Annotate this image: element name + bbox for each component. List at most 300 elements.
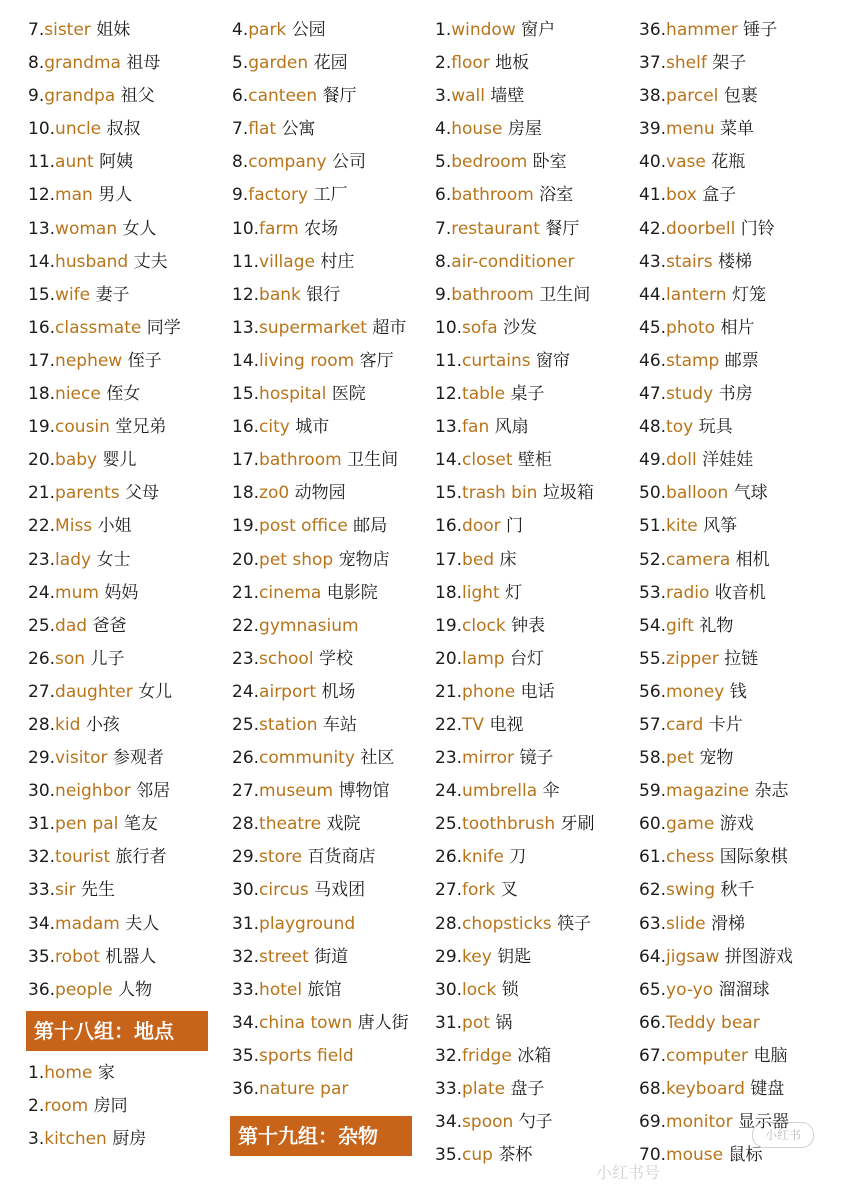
entry-chinese: 溜溜球 — [718, 979, 770, 1000]
entry-english: home — [44, 1062, 93, 1083]
vocab-entry — [232, 444, 437, 477]
entry-number: 30. — [435, 979, 463, 1000]
vocab-entry — [435, 941, 640, 974]
entry-number: 7. — [28, 20, 45, 40]
vocab-entry — [232, 14, 437, 47]
entry-chinese: 滑梯 — [711, 913, 746, 934]
entry-number: 22. — [232, 615, 260, 636]
entry-english: vase — [666, 152, 706, 173]
entry-english: pot — [462, 1012, 490, 1033]
entry-number: 14. — [28, 251, 56, 272]
entry-english: parcel — [666, 86, 719, 107]
entry-number: 19. — [435, 615, 463, 636]
entry-english: wife — [55, 284, 91, 305]
entry-number: 35. — [435, 1145, 463, 1166]
vocab-entry — [28, 1123, 233, 1156]
entry-number: 7. — [232, 119, 249, 140]
column-2 — [232, 14, 437, 1162]
entry-number: 25. — [435, 814, 463, 835]
entry-english: sir — [55, 880, 76, 901]
entry-chinese: 窗户 — [521, 20, 556, 40]
entry-number: 59. — [639, 781, 667, 802]
entry-chinese: 儿子 — [90, 648, 125, 669]
entry-english: curtains — [462, 350, 531, 371]
vocab-entry — [232, 974, 437, 1007]
vocab-entry — [232, 610, 437, 643]
vocab-entry — [435, 146, 640, 179]
entry-english: parents — [55, 483, 120, 504]
entry-number: 44. — [639, 284, 667, 305]
entry-english: classmate — [55, 317, 142, 338]
entry-number: 38. — [639, 86, 667, 107]
entry-english: shelf — [666, 53, 707, 74]
entry-chinese: 祖父 — [120, 86, 155, 107]
entry-chinese: 相机 — [735, 549, 770, 570]
vocab-entry — [435, 345, 640, 378]
entry-chinese: 电视 — [489, 714, 524, 735]
vocab-entry — [232, 742, 437, 775]
entry-number: 14. — [435, 450, 463, 471]
entry-number: 32. — [28, 847, 56, 868]
entry-english: TV — [462, 714, 485, 735]
vocab-entry — [435, 643, 640, 676]
entry-english: sofa — [462, 317, 498, 338]
vocab-entry — [232, 312, 437, 345]
entry-number: 61. — [639, 847, 667, 868]
entry-chinese: 餐厅 — [545, 218, 580, 239]
entry-chinese: 夫人 — [125, 913, 160, 934]
entry-number: 68. — [639, 1079, 667, 1099]
entry-chinese: 电影院 — [326, 582, 378, 603]
entry-chinese: 伞 — [542, 781, 560, 802]
entry-english: window — [451, 20, 516, 40]
entry-english: company — [248, 152, 327, 173]
entry-english: woman — [55, 218, 118, 239]
entry-number: 3. — [28, 1129, 45, 1149]
entry-english: china town — [259, 1012, 353, 1033]
entry-english: nature par — [259, 1079, 349, 1099]
vocab-entry — [28, 510, 233, 543]
watermark-badge: 小红书 — [752, 1122, 814, 1148]
entry-chinese: 冰箱 — [517, 1045, 552, 1066]
entry-english: kid — [55, 714, 81, 735]
vocab-entry — [28, 643, 233, 676]
entry-number: 23. — [28, 549, 56, 570]
vocab-entry — [435, 312, 640, 345]
entry-english: people — [55, 979, 113, 1000]
entry-number: 10. — [232, 218, 260, 239]
entry-number: 57. — [639, 714, 667, 735]
entry-chinese: 宠物 — [699, 748, 734, 769]
vocab-entry — [28, 742, 233, 775]
vocab-entry — [28, 974, 233, 1007]
column-4 — [639, 14, 844, 1172]
entry-english: game — [666, 814, 715, 835]
entry-chinese: 钥匙 — [497, 946, 532, 967]
vocab-entry — [435, 510, 640, 543]
vocab-entry — [435, 47, 640, 80]
entry-english: airport — [259, 681, 317, 702]
entry-chinese: 显示器 — [737, 1112, 789, 1133]
entry-english: clock — [462, 615, 506, 636]
entry-number: 39. — [639, 119, 667, 140]
entry-english: lamp — [462, 648, 505, 669]
vocab-entry — [639, 444, 844, 477]
entry-english: light — [462, 582, 500, 603]
entry-english: nephew — [55, 350, 123, 371]
entry-english: kite — [666, 516, 698, 537]
vocab-entry — [232, 643, 437, 676]
entry-number: 5. — [435, 152, 452, 173]
entry-english: mirror — [462, 748, 515, 769]
vocab-entry — [639, 477, 844, 510]
vocab-entry — [435, 874, 640, 907]
entry-chinese: 叔叔 — [106, 119, 141, 140]
entry-chinese: 公寓 — [281, 119, 316, 140]
entry-english: chopsticks — [462, 913, 552, 934]
entry-english: doorbell — [666, 218, 736, 239]
entry-chinese: 叉 — [500, 880, 518, 901]
entry-english: cup — [462, 1145, 493, 1166]
vocab-entry — [639, 246, 844, 279]
vocab-entry — [28, 808, 233, 841]
entry-chinese: 妈妈 — [104, 582, 139, 603]
entry-english: neighbor — [55, 781, 131, 802]
entry-english: Miss — [55, 516, 93, 537]
vocab-entry — [232, 213, 437, 246]
column-1 — [28, 14, 233, 1156]
entry-chinese: 堂兄弟 — [115, 417, 167, 438]
entry-chinese: 风筝 — [703, 516, 738, 537]
entry-english: community — [259, 748, 355, 769]
entry-english: post office — [259, 516, 348, 537]
entry-english: factory — [248, 185, 309, 206]
entry-chinese: 电脑 — [753, 1045, 788, 1066]
vocab-entry — [232, 1007, 437, 1040]
entry-chinese: 沙发 — [503, 317, 538, 338]
entry-english: house — [451, 119, 503, 140]
entry-chinese: 楼梯 — [717, 251, 752, 272]
vocab-entry — [639, 775, 844, 808]
entry-english: robot — [55, 946, 100, 967]
vocab-entry — [232, 1040, 437, 1073]
entry-english: yo-yo — [666, 979, 714, 1000]
entry-chinese: 机器人 — [105, 946, 157, 967]
entry-number: 28. — [28, 714, 56, 735]
entry-english: uncle — [55, 119, 102, 140]
entry-chinese: 餐厅 — [322, 86, 357, 107]
entry-number: 19. — [28, 417, 56, 438]
entry-number: 30. — [232, 880, 260, 901]
entry-english: fan — [462, 417, 490, 438]
entry-english: knife — [462, 847, 504, 868]
entry-chinese: 社区 — [360, 748, 395, 769]
vocab-entry — [435, 444, 640, 477]
entry-english: table — [462, 384, 506, 405]
entry-english: zipper — [666, 648, 719, 669]
entry-chinese: 收音机 — [714, 582, 766, 603]
vocab-entry — [435, 1106, 640, 1139]
entry-chinese: 女人 — [122, 218, 157, 239]
entry-chinese: 拉链 — [724, 648, 759, 669]
vocab-entry — [639, 709, 844, 742]
entry-chinese: 秋千 — [720, 880, 755, 901]
entry-english: bank — [259, 284, 301, 305]
entry-chinese: 客厅 — [359, 350, 394, 371]
entry-chinese: 垃圾箱 — [542, 483, 594, 504]
entry-english: madam — [55, 913, 120, 934]
entry-chinese: 房同 — [93, 1095, 128, 1116]
vocab-entry — [28, 345, 233, 378]
entry-number: 26. — [232, 748, 260, 769]
entry-chinese: 村庄 — [320, 251, 355, 272]
entry-chinese: 包裹 — [723, 86, 758, 107]
entry-chinese: 宠物店 — [338, 549, 390, 570]
entry-english: slide — [666, 913, 706, 934]
vocab-entry — [28, 1057, 233, 1090]
entry-chinese: 城市 — [295, 417, 330, 438]
entry-number: 54. — [639, 615, 667, 636]
entry-number: 21. — [435, 681, 463, 702]
entry-chinese: 窗帘 — [536, 350, 571, 371]
entry-english: fridge — [462, 1045, 512, 1066]
entry-number: 18. — [28, 384, 56, 405]
entry-chinese: 盒子 — [702, 185, 737, 206]
entry-number: 31. — [435, 1012, 463, 1033]
vocab-entry — [639, 279, 844, 312]
entry-chinese: 旅行者 — [115, 847, 167, 868]
entry-chinese: 家 — [97, 1062, 115, 1083]
entry-english: museum — [259, 781, 334, 802]
entry-chinese: 妻子 — [95, 284, 130, 305]
entry-chinese: 花瓶 — [711, 152, 746, 173]
entry-english: visitor — [55, 748, 108, 769]
vocab-entry — [28, 179, 233, 212]
entry-chinese: 农场 — [304, 218, 339, 239]
entry-chinese: 参观者 — [112, 748, 164, 769]
entry-number: 55. — [639, 648, 667, 669]
entry-chinese: 卫生间 — [539, 284, 591, 305]
entry-chinese: 锤子 — [743, 20, 778, 40]
vocab-entry — [639, 411, 844, 444]
entry-chinese: 侄子 — [127, 350, 162, 371]
entry-number: 9. — [232, 185, 249, 206]
vocab-entry — [232, 146, 437, 179]
vocab-entry — [435, 974, 640, 1007]
entry-english: study — [666, 384, 714, 405]
entry-number: 33. — [28, 880, 56, 901]
entry-number: 10. — [435, 317, 463, 338]
vocab-entry — [435, 610, 640, 643]
entry-english: aunt — [55, 152, 94, 173]
entry-chinese: 博物馆 — [338, 781, 390, 802]
vocab-entry — [639, 345, 844, 378]
entry-chinese: 镜子 — [519, 748, 554, 769]
entry-number: 9. — [28, 86, 45, 107]
entry-english: living room — [259, 350, 355, 371]
vocab-entry — [28, 908, 233, 941]
entry-number: 20. — [435, 648, 463, 669]
entry-number: 25. — [28, 615, 56, 636]
entry-number: 32. — [435, 1045, 463, 1066]
entry-chinese: 工厂 — [313, 185, 348, 206]
entry-english: dad — [55, 615, 88, 636]
entry-number: 33. — [232, 979, 260, 1000]
entry-english: box — [666, 185, 697, 206]
entry-chinese: 相片 — [720, 317, 755, 338]
entry-number: 8. — [28, 53, 45, 74]
entry-english: station — [259, 714, 318, 735]
entry-number: 8. — [232, 152, 249, 173]
entry-english: cousin — [55, 417, 110, 438]
vocab-entry — [639, 146, 844, 179]
entry-english: pet — [666, 748, 694, 769]
entry-chinese: 地板 — [495, 53, 530, 74]
entry-chinese: 邮票 — [724, 350, 759, 371]
entry-chinese: 阿姨 — [99, 152, 134, 173]
entry-number: 70. — [639, 1145, 667, 1166]
entry-number: 2. — [28, 1095, 45, 1116]
vocab-entry — [28, 874, 233, 907]
entry-chinese: 邮局 — [353, 516, 388, 537]
entry-chinese: 唐人街 — [357, 1012, 409, 1033]
entry-english: store — [259, 847, 303, 868]
entry-number: 32. — [232, 946, 260, 967]
entry-english: bed — [462, 549, 495, 570]
entry-number: 23. — [232, 648, 260, 669]
vocab-entry — [232, 577, 437, 610]
entry-chinese: 卡片 — [708, 714, 743, 735]
vocab-entry — [28, 146, 233, 179]
entry-english: supermarket — [259, 317, 367, 338]
vocab-entry — [28, 610, 233, 643]
vocab-entry — [639, 378, 844, 411]
entry-number: 24. — [28, 582, 56, 603]
vocab-entry — [232, 113, 437, 146]
entry-english: grandma — [44, 53, 121, 74]
vocab-entry — [232, 378, 437, 411]
entry-english: trash bin — [462, 483, 538, 504]
entry-chinese: 笔友 — [123, 814, 158, 835]
entry-number: 63. — [639, 913, 667, 934]
entry-number: 27. — [28, 681, 56, 702]
entry-number: 3. — [435, 86, 452, 107]
entry-english: canteen — [248, 86, 318, 107]
vocab-entry — [232, 775, 437, 808]
vocab-entry — [232, 179, 437, 212]
entry-english: gift — [666, 615, 694, 636]
entry-english: lady — [55, 549, 92, 570]
entry-number: 17. — [435, 549, 463, 570]
entry-number: 48. — [639, 417, 667, 438]
entry-english: restaurant — [451, 218, 540, 239]
entry-number: 47. — [639, 384, 667, 405]
vocab-entry — [435, 1007, 640, 1040]
entry-number: 20. — [28, 450, 56, 471]
vocab-entry — [232, 808, 437, 841]
entry-english: pen pal — [55, 814, 119, 835]
entry-number: 58. — [639, 748, 667, 769]
entry-number: 51. — [639, 516, 667, 537]
vocab-entry — [28, 312, 233, 345]
entry-number: 62. — [639, 880, 667, 901]
entry-number: 16. — [232, 417, 260, 438]
entry-number: 42. — [639, 218, 667, 239]
vocab-entry — [435, 80, 640, 113]
entry-english: flat — [248, 119, 277, 140]
entry-chinese: 盘子 — [510, 1079, 545, 1099]
entry-chinese: 电话 — [520, 681, 555, 702]
entry-number: 7. — [435, 218, 452, 239]
vocab-entry — [28, 941, 233, 974]
vocab-entry — [28, 444, 233, 477]
entry-english: photo — [666, 317, 716, 338]
vocab-entry — [28, 378, 233, 411]
entry-english: theatre — [259, 814, 322, 835]
entry-number: 36. — [28, 979, 56, 1000]
vocab-entry — [639, 544, 844, 577]
entry-chinese: 动物园 — [294, 483, 346, 504]
entry-number: 31. — [28, 814, 56, 835]
entry-number: 31. — [232, 913, 260, 934]
entry-number: 29. — [28, 748, 56, 769]
vocab-entry — [232, 510, 437, 543]
entry-number: 16. — [28, 317, 56, 338]
entry-number: 18. — [435, 582, 463, 603]
entry-number: 25. — [232, 714, 260, 735]
entry-chinese: 公园 — [291, 20, 326, 40]
vocab-entry — [28, 213, 233, 246]
entry-english: phone — [462, 681, 516, 702]
entry-number: 24. — [232, 681, 260, 702]
entry-english: swing — [666, 880, 716, 901]
entry-chinese: 杂志 — [754, 781, 789, 802]
entry-number: 1. — [435, 20, 452, 40]
entry-english: wall — [451, 86, 486, 107]
entry-chinese: 卧室 — [532, 152, 567, 173]
entry-chinese: 小孩 — [85, 714, 120, 735]
vocab-entry — [28, 279, 233, 312]
entry-chinese: 公司 — [332, 152, 366, 173]
vocab-entry — [639, 1139, 844, 1172]
entry-chinese: 门 — [506, 516, 524, 537]
entry-chinese: 墙壁 — [490, 86, 525, 107]
vocab-entry — [435, 1073, 640, 1106]
entry-number: 12. — [232, 284, 260, 305]
entry-number: 21. — [28, 483, 56, 504]
group-heading: 第十八组：地点 — [26, 1011, 208, 1051]
vocab-entry — [639, 113, 844, 146]
vocab-entry — [28, 246, 233, 279]
entry-english: mouse — [666, 1145, 724, 1166]
entry-number: 15. — [232, 384, 260, 405]
entry-number: 35. — [28, 946, 56, 967]
entry-chinese: 街道 — [314, 946, 349, 967]
entry-number: 8. — [435, 251, 452, 272]
entry-chinese: 书房 — [718, 384, 753, 405]
entry-number: 5. — [232, 53, 249, 74]
entry-number: 29. — [435, 946, 463, 967]
entry-number: 2. — [435, 53, 452, 74]
entry-chinese: 房屋 — [507, 119, 542, 140]
vocab-entry — [639, 47, 844, 80]
entry-number: 66. — [639, 1012, 667, 1033]
entry-english: son — [55, 648, 86, 669]
entry-english: kitchen — [44, 1129, 107, 1149]
entry-chinese: 女儿 — [138, 681, 173, 702]
entry-chinese: 礼物 — [699, 615, 734, 636]
entry-number: 19. — [232, 516, 260, 537]
